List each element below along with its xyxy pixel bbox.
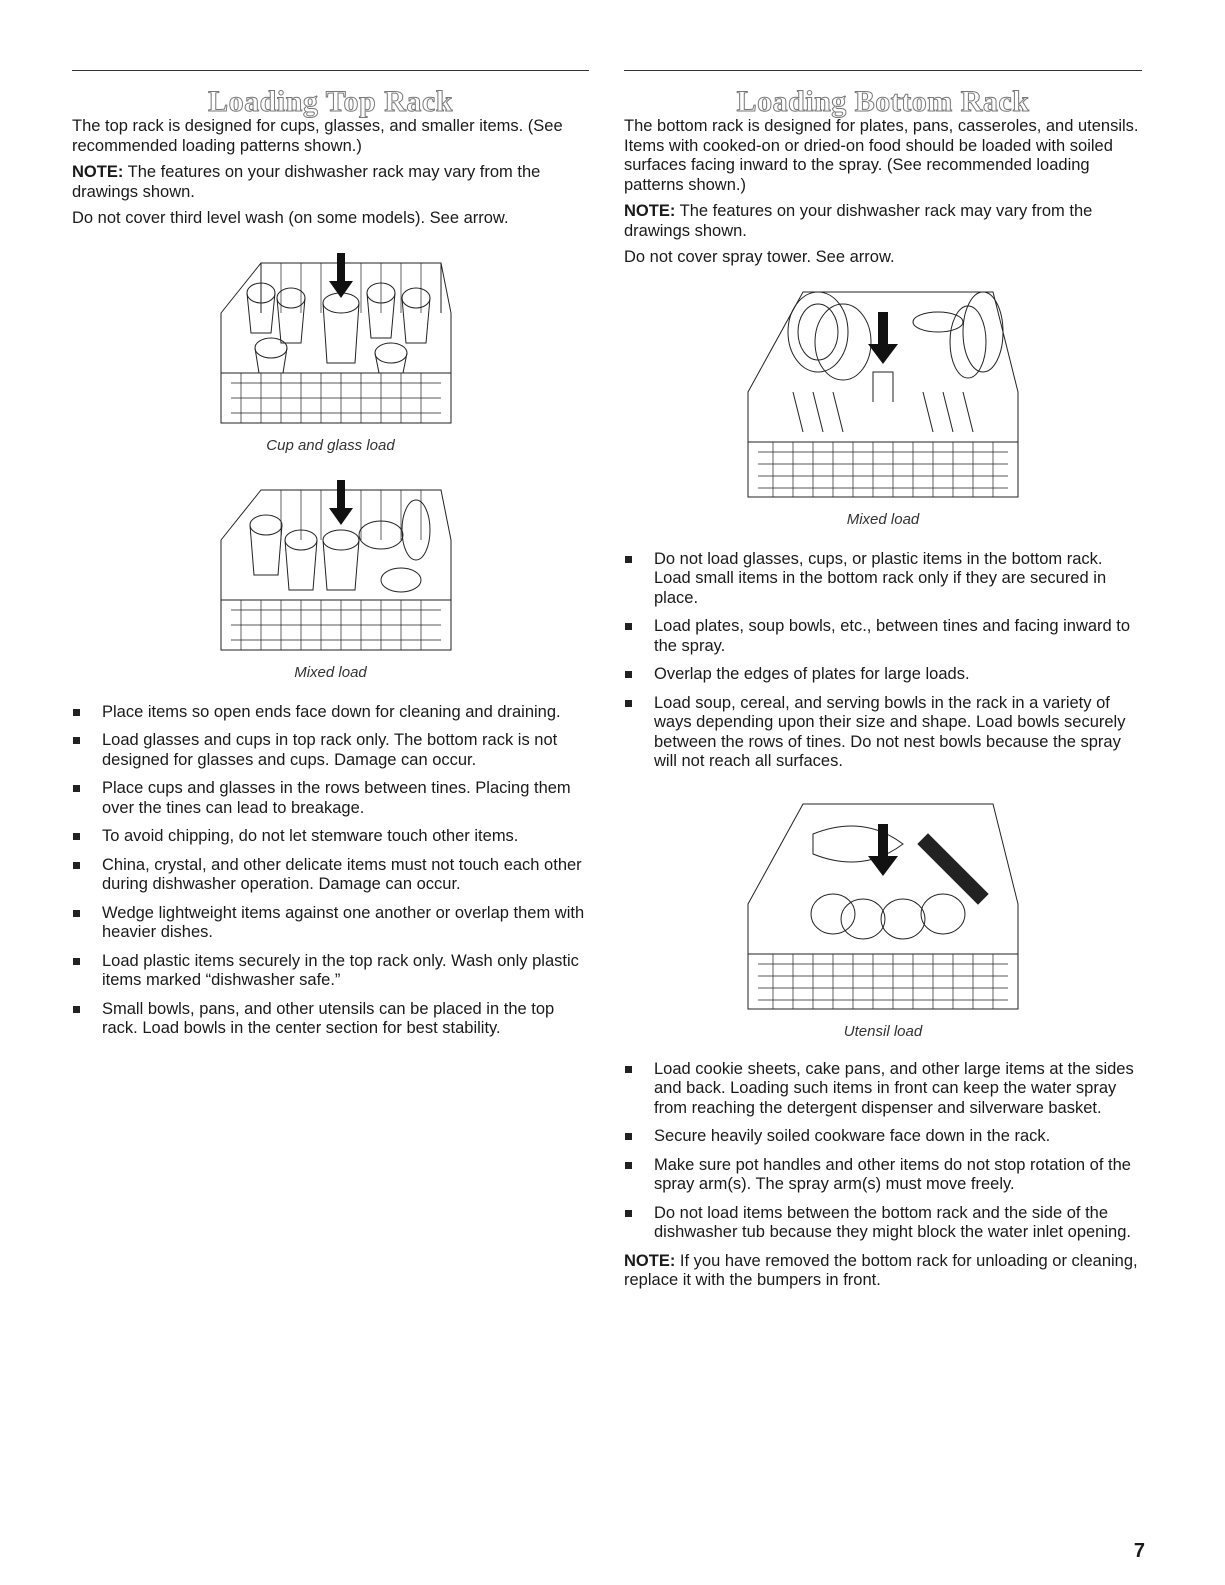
right-bullet-list-1 — [624, 550, 1142, 772]
utensil-figure — [624, 794, 1142, 1040]
right-note-label: NOTE: — [624, 202, 676, 220]
list-item: Do not load items between the bottom rack and the side of the dishwasher tub because they might block the water inlet opening. — [624, 1204, 1142, 1243]
bottom-mixed-figure — [624, 282, 1142, 528]
right-heading: Loading Bottom Rack — [736, 85, 1030, 118]
list-item: Load soup, cereal, and serving bowls in the rack in a variety of ways depending upon their size and shape. Load bowls securely between the rows of tines. Do not nest bowls because the spray will not reach all surfaces. — [624, 694, 1142, 772]
left-arrow-text: Do not cover third level wash (on some models). See arrow. — [72, 209, 509, 227]
top-rack-illustration-2 — [201, 480, 461, 660]
right-arrow-text: Do not cover spray tower. See arrow. — [624, 248, 895, 266]
left-intro: The top rack is designed for cups, glasses, and smaller items. (See recommended loading patterns shown.) — [72, 117, 563, 155]
left-bullet-list — [72, 703, 589, 1039]
right-final-note-text: If you have removed the bottom rack for unloading or cleaning, replace it with the bumpers in front. — [624, 1251, 1138, 1289]
list-item: Wedge lightweight items against one another or overlap them with heavier dishes. — [72, 904, 589, 943]
right-note — [624, 202, 1142, 241]
arrow-icon — [868, 312, 898, 364]
top-mixed-figure — [72, 480, 589, 681]
right-final-note-label: NOTE: — [624, 1251, 676, 1270]
top-rack-illustration-1 — [201, 253, 461, 433]
list-item: Place items so open ends face down for cleaning and draining. — [72, 703, 589, 723]
utensil-caption: Utensil load — [843, 1022, 923, 1040]
left-note-text: The features on your dishwasher rack may vary from the drawings shown. — [72, 163, 541, 201]
list-item: Overlap the edges of plates for large loads. — [624, 665, 1142, 685]
right-final-note — [624, 1252, 1142, 1291]
right-intro: The bottom rack is designed for plates, pans, casseroles, and utensils. Items with cooked-on or dried-on food should be loaded with soiled surfaces facing inward to the spray. (See recommended loading patterns shown.) — [624, 117, 1139, 194]
arrow-icon — [329, 253, 353, 298]
list-item: Load glasses and cups in top rack only. The bottom rack is not designed for glasses and cups. Damage can occur. — [72, 731, 589, 770]
list-item: To avoid chipping, do not let stemware touch other items. — [72, 827, 589, 847]
list-item: Load plastic items securely in the top rack only. Wash only plastic items marked “dishwasher safe.” — [72, 952, 589, 991]
list-item: Make sure pot handles and other items do not stop rotation of the spray arm(s). The spray arm(s) must move freely. — [624, 1156, 1142, 1195]
bottom-rack-illustration-2 — [733, 794, 1033, 1019]
cup-glass-caption: Cup and glass load — [266, 436, 395, 454]
right-note-text: The features on your dishwasher rack may vary from the drawings shown. — [624, 202, 1093, 240]
left-note — [72, 163, 589, 202]
page-number: 7 — [1133, 1540, 1145, 1562]
top-mixed-caption: Mixed load — [294, 663, 367, 681]
left-note-label: NOTE: — [72, 163, 124, 181]
list-item: Small bowls, pans, and other utensils can be placed in the top rack. Load bowls in the center section for best stability. — [72, 1000, 589, 1039]
cup-glass-figure — [72, 253, 589, 454]
bottom-mixed-caption: Mixed load — [846, 510, 920, 528]
left-heading: Loading Top Rack — [208, 85, 453, 118]
list-item: Do not load glasses, cups, or plastic items in the bottom rack. Load small items in the bottom rack only if they are secured in place. — [624, 550, 1142, 609]
arrow-icon — [329, 480, 353, 525]
right-divider — [624, 70, 1142, 71]
left-column — [72, 70, 589, 1048]
bottom-rack-illustration-1 — [733, 282, 1033, 507]
list-item: Load plates, soup bowls, etc., between tines and facing inward to the spray. — [624, 617, 1142, 656]
list-item: China, crystal, and other delicate items must not touch each other during dishwasher operation. Damage can occur. — [72, 856, 589, 895]
right-bullet-list-2 — [624, 1060, 1142, 1243]
list-item: Load cookie sheets, cake pans, and other large items at the sides and back. Loading such items in front can keep the water spray from reaching the detergent dispenser and silverware basket. — [624, 1060, 1142, 1119]
list-item: Secure heavily soiled cookware face down in the rack. — [624, 1127, 1142, 1147]
list-item: Place cups and glasses in the rows between tines. Placing them over the tines can lead to breakage. — [72, 779, 589, 818]
right-column — [624, 70, 1142, 1298]
left-divider — [72, 70, 589, 71]
